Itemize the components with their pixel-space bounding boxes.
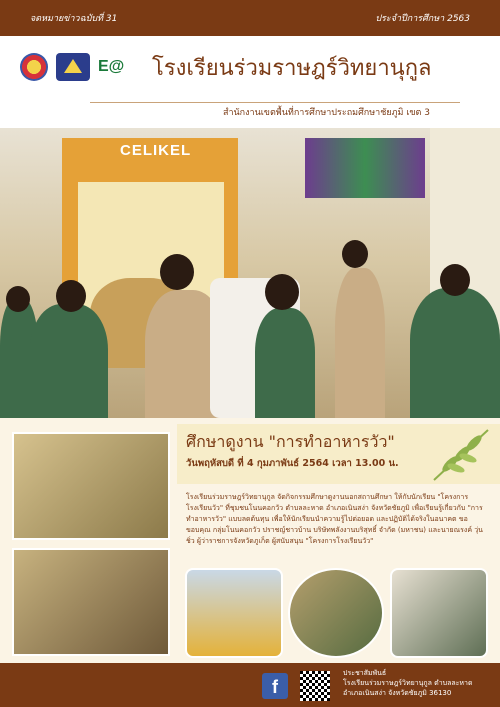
student <box>410 288 500 418</box>
scout-leader-head <box>160 254 194 290</box>
contact-info <box>343 668 473 698</box>
article-body: โรงเรียนร่วมราษฎร์วิทยานุกูล จัดกิจกรรมศึกษาดูงานนอกสถานศึกษา ให้กับนักเรียน "โครงการโรงเรียนวัว" ที่ชุมชนโนนคอกวัว ตำบลละหาด อำเภอเนินสง่า จังหวัดชัยภูมิ เพื่อเรียนรู้เกี่ยวกับ "การทำอาหารวัว" แบบลดต้นทุน เพื่อให้นักเรียนนำความรู้ไปต่อยอด และปฏิบัติได้จริงในอนาคต ขอขอบคุณ กลุ่มโนนคอกวัว ปราชญ์ชาวบ้าน บริษัทพลังงานบริสุทธิ์ จำกัด (มหาชน) และนายณรงค์ วุ่นชิ่ว ผู้ว่าราชการจังหวัดภูเก็ต ผู้สนับสนุน "โครงการโรงเรียนวัว" <box>186 493 483 545</box>
activity-photo-1 <box>12 432 170 540</box>
article-title: ศึกษาดูงาน "การทำอาหารวัว" <box>186 432 395 451</box>
student-head <box>6 286 30 312</box>
student-head <box>56 280 86 312</box>
activity-photo-4 <box>288 568 384 658</box>
obec-logo <box>56 53 90 81</box>
academic-year: ประจำปีการศึกษา 2563 <box>375 14 470 24</box>
energy-absolute-logo: E@ <box>98 58 125 75</box>
activity-photo-5 <box>390 568 488 658</box>
activity-photo-2 <box>12 548 170 656</box>
scout-student <box>335 268 385 418</box>
machine-brand: CELIKEL <box>120 142 192 159</box>
student-head <box>440 264 470 296</box>
top-bar <box>0 0 500 36</box>
tent <box>305 138 425 198</box>
school-name: โรงเรียนร่วมราษฎร์วิทยานุกูล <box>152 55 432 81</box>
hero-photo <box>0 128 500 418</box>
student-head <box>265 274 299 310</box>
student <box>30 304 108 418</box>
activity-photo-3 <box>185 568 283 658</box>
header <box>0 36 500 98</box>
contact-title: ประชาสัมพันธ์ <box>343 669 387 677</box>
student <box>255 308 315 418</box>
issue-number: จดหมายข่าวฉบับที่ 31 <box>30 14 118 24</box>
scout-student-head <box>342 240 368 268</box>
leaf-decoration-icon <box>430 424 494 484</box>
education-office: สำนักงานเขตพื้นที่การศึกษาประถมศึกษาชัยภูมิ เขต 3 <box>0 98 500 128</box>
facebook-icon[interactable]: f <box>262 673 288 699</box>
article-date: วันพฤหัสบดี ที่ 4 กุมภาพันธ์ 2564 เวลา 13.00 น. <box>186 458 399 469</box>
school-emblem-logo <box>20 53 48 81</box>
qr-code-icon[interactable] <box>300 671 330 701</box>
contact-line-2: อำเภอเนินสง่า จังหวัดชัยภูมิ 36130 <box>343 689 452 697</box>
footer <box>0 663 500 707</box>
contact-line-1: โรงเรียนร่วมราษฎร์วิทยานุกูล ตำบลละหาด <box>343 679 473 687</box>
